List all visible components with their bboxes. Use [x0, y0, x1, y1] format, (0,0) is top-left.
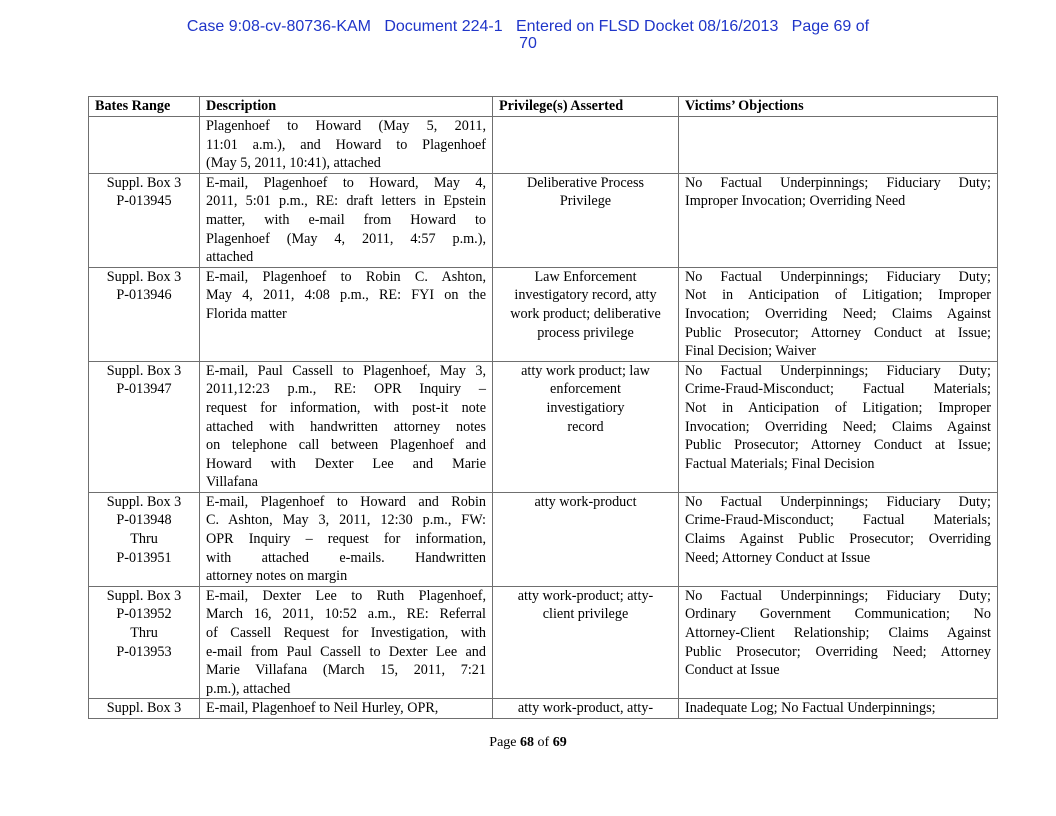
description-cell	[200, 586, 493, 699]
objections-cell-line: No Factual Underpinnings; Fiduciary Duty;	[685, 268, 991, 285]
privilege-cell-line: atty work-product, atty-	[517, 700, 654, 717]
description-cell-line: 2011,12:23 p.m., RE: OPR Inquiry –	[206, 381, 486, 398]
bates-range-cell-line: Suppl. Box 3	[106, 493, 182, 510]
column-header-privileges: Privilege(s) Asserted	[493, 97, 679, 117]
objections-cell-line: Attorney-Client Relationship; Claims Against	[685, 625, 991, 642]
bates-range-cell-line: Thru	[130, 625, 158, 642]
privilege-cell	[493, 361, 679, 492]
description-cell	[200, 699, 493, 719]
description-cell-line: E-mail, Plagenhoef to Robin C. Ashton,	[206, 268, 486, 285]
footer-total-pages: 69	[552, 735, 567, 750]
page-footer	[0, 735, 1056, 751]
privilege-cell-line: investigatory record, atty	[514, 287, 657, 304]
description-cell-line: request for information, with post-it note	[206, 399, 486, 416]
description-cell	[200, 117, 493, 174]
bates-range-cell-line: P-013946	[116, 287, 172, 304]
privilege-cell-line: atty work product; law	[521, 362, 650, 379]
bates-range-cell-line: Suppl. Box 3	[106, 362, 182, 379]
table-row	[89, 117, 998, 174]
description-cell-line: e-mail from Paul Cassell to Dexter Lee and	[206, 643, 486, 660]
description-cell-line: Plagenhoef (May 4, 2011, 4:57 p.m.),	[206, 230, 486, 247]
objections-cell-line: Crime-Fraud-Misconduct; Factual Materials;	[685, 381, 991, 398]
objections-cell-line: Invocation; Overriding Need; Claims Against	[685, 305, 991, 322]
privilege-cell-line: record	[567, 418, 604, 435]
objections-cell-line: No Factual Underpinnings; Fiduciary Duty;	[685, 174, 991, 191]
bates-range-cell	[89, 492, 200, 586]
bates-range-cell	[89, 267, 200, 361]
description-cell-line: E-mail, Plagenhoef to Neil Hurley, OPR,	[206, 700, 439, 717]
objections-cell-line: Conduct at Issue	[685, 662, 780, 679]
column-header-description: Description	[200, 97, 493, 117]
privilege-cell-line: atty work-product	[534, 493, 637, 510]
description-cell-line: Florida matter	[206, 305, 287, 322]
privilege-cell	[493, 586, 679, 699]
description-cell	[200, 492, 493, 586]
description-cell-line: E-mail, Paul Cassell to Plagenhoef, May 3,	[206, 362, 486, 379]
description-cell-line: 11:01 a.m.), and Howard to Plagenhoef	[206, 136, 486, 153]
objections-cell	[679, 492, 998, 586]
description-cell-line: attorney notes on margin	[206, 568, 348, 585]
description-cell-line: OPR Inquiry – request for information,	[206, 531, 486, 548]
description-cell-line: C. Ashton, May 3, 2011, 12:30 p.m., FW:	[206, 512, 486, 529]
bates-range-cell-line: Suppl. Box 3	[106, 174, 182, 191]
objections-cell-line: Public Prosecutor; Attorney Conduct at Issue;	[685, 437, 991, 454]
privilege-log-table	[88, 96, 998, 719]
bates-range-cell-line: Suppl. Box 3	[106, 268, 182, 285]
objections-cell-line: Invocation; Overriding Need; Claims Against	[685, 418, 991, 435]
privilege-cell-line: Law Enforcement	[534, 268, 637, 285]
docket-header	[0, 18, 1056, 52]
privilege-cell-line: Deliberative Process	[526, 174, 644, 191]
bates-range-cell	[89, 699, 200, 719]
bates-range-cell	[89, 117, 200, 174]
table-row	[89, 699, 998, 719]
column-header-objections: Victims’ Objections	[679, 97, 998, 117]
privilege-cell	[493, 117, 679, 174]
bates-range-cell-line: P-013947	[116, 381, 172, 398]
description-cell	[200, 267, 493, 361]
description-cell-line: attached	[206, 249, 254, 266]
objections-cell-line: Public Prosecutor; Attorney Conduct at Issue;	[685, 324, 991, 341]
objections-cell-line: Factual Materials; Final Decision	[685, 455, 875, 472]
description-cell-line: E-mail, Dexter Lee to Ruth Plagenhoef,	[206, 587, 486, 604]
description-cell-line: Howard with Dexter Lee and Marie	[206, 455, 486, 472]
bates-range-cell-line: Suppl. Box 3	[106, 587, 182, 604]
bates-range-cell-line: P-013945	[116, 193, 172, 210]
objections-cell-line: No Factual Underpinnings; Fiduciary Duty;	[685, 362, 991, 379]
privilege-cell-line: enforcement	[550, 381, 621, 398]
bates-range-cell-line: P-013948	[116, 512, 172, 529]
privilege-cell	[493, 173, 679, 267]
privilege-cell-line: process privilege	[537, 324, 634, 341]
description-cell-line: on telephone call between Plagenhoef and	[206, 437, 486, 454]
objections-cell-line: Not in Anticipation of Litigation; Improper	[685, 287, 991, 304]
privilege-cell	[493, 267, 679, 361]
objections-cell	[679, 267, 998, 361]
objections-cell-line: Need; Attorney Conduct at Issue	[685, 549, 871, 566]
privilege-cell-line: atty work-product; atty-	[517, 587, 654, 604]
objections-cell-line: Improper Invocation; Overriding Need	[685, 193, 906, 210]
objections-cell	[679, 173, 998, 267]
description-cell-line: March 16, 2011, 10:52 a.m., RE: Referral	[206, 606, 486, 623]
description-cell	[200, 361, 493, 492]
objections-cell-line: Not in Anticipation of Litigation; Improper	[685, 399, 991, 416]
bates-range-cell-line: P-013953	[116, 643, 172, 660]
objections-cell-line: Crime-Fraud-Misconduct; Factual Materials;	[685, 512, 991, 529]
description-cell-line: 2011, 5:01 p.m., RE: draft letters in Epstein	[206, 193, 486, 210]
description-cell-line: May 4, 2011, 4:08 p.m., RE: FYI on the	[206, 287, 486, 304]
description-cell-line: (May 5, 2011, 10:41), attached	[206, 155, 381, 172]
objections-cell	[679, 361, 998, 492]
privilege-cell-line: Privilege	[559, 193, 612, 210]
description-cell-line: attached with handwritten attorney notes	[206, 418, 486, 435]
description-cell-line: E-mail, Plagenhoef to Howard and Robin	[206, 493, 486, 510]
objections-cell-line: Inadequate Log; No Factual Underpinnings;	[685, 700, 936, 717]
description-cell-line: with attached e-mails. Handwritten	[206, 549, 486, 566]
objections-cell-line: Final Decision; Waiver	[685, 343, 816, 360]
privilege-cell-line: work product; deliberative	[510, 305, 661, 322]
privilege-cell-line: client privilege	[542, 606, 629, 623]
objections-cell-line: Ordinary Government Communication; No	[685, 606, 991, 623]
description-cell-line: of Cassell Request for Investigation, with	[206, 625, 486, 642]
privilege-cell	[493, 492, 679, 586]
table-row	[89, 173, 998, 267]
footer-page-number: 68	[520, 735, 535, 750]
description-cell-line: E-mail, Plagenhoef to Howard, May 4,	[206, 174, 486, 191]
table-row	[89, 586, 998, 699]
bates-range-cell-line: P-013951	[116, 549, 172, 566]
table-header-row	[89, 97, 998, 117]
privilege-cell-line: investigatiory	[546, 399, 625, 416]
bates-range-cell	[89, 586, 200, 699]
bates-range-cell-line: Suppl. Box 3	[106, 700, 182, 717]
description-cell-line: Marie Villafana (March 15, 2011, 7:21	[206, 662, 486, 679]
bates-range-cell-line: Thru	[130, 531, 158, 548]
description-cell	[200, 173, 493, 267]
bates-range-cell	[89, 361, 200, 492]
description-cell-line: p.m.), attached	[206, 680, 291, 697]
bates-range-cell-line: P-013952	[116, 606, 172, 623]
docket-header-line2: 70	[519, 35, 537, 52]
table-row	[89, 492, 998, 586]
bates-range-cell	[89, 173, 200, 267]
objections-cell	[679, 586, 998, 699]
footer-middle: of	[534, 735, 553, 750]
objections-cell-line: Claims Against Public Prosecutor; Overriding	[685, 531, 991, 548]
objections-cell-line: Public Prosecutor; Overriding Need; Attorney	[685, 643, 991, 660]
objections-cell	[679, 117, 998, 174]
docket-header-line1: Case 9:08-cv-80736-KAM Document 224-1 Entered on FLSD Docket 08/16/2013 Page 69 of	[186, 18, 870, 35]
column-header-bates-range: Bates Range	[89, 97, 200, 117]
table-row	[89, 361, 998, 492]
table-row	[89, 267, 998, 361]
objections-cell-line: No Factual Underpinnings; Fiduciary Duty;	[685, 493, 991, 510]
privilege-cell	[493, 699, 679, 719]
table-body	[89, 117, 998, 719]
objections-cell	[679, 699, 998, 719]
description-cell-line: Villafana	[206, 474, 258, 491]
footer-prefix: Page	[489, 735, 521, 750]
description-cell-line: matter, with e-mail from Howard to	[206, 211, 486, 228]
objections-cell-line: No Factual Underpinnings; Fiduciary Duty;	[685, 587, 991, 604]
description-cell-line: Plagenhoef to Howard (May 5, 2011,	[206, 118, 486, 134]
